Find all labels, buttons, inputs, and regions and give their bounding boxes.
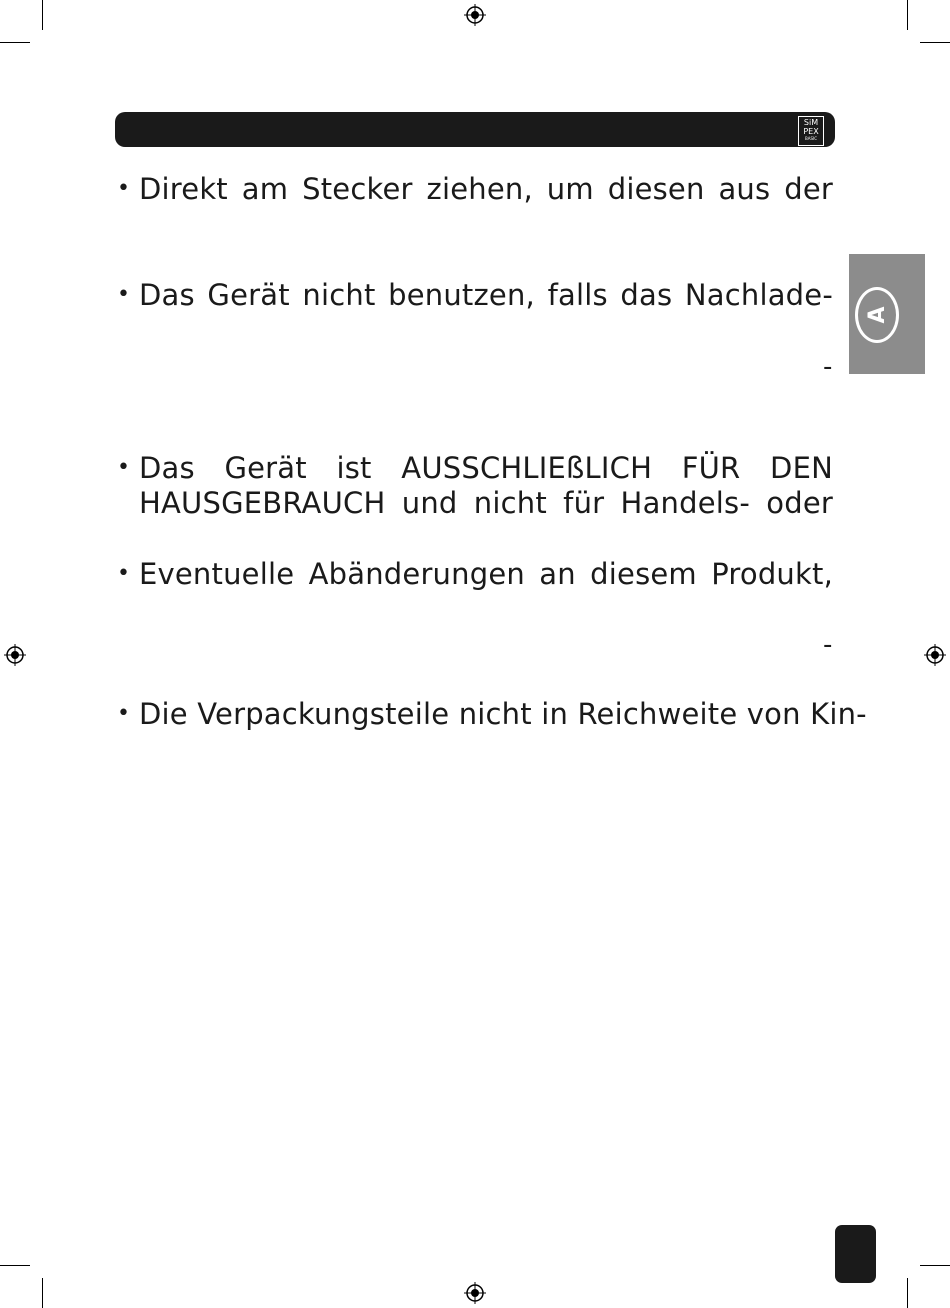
registration-mark-left-icon xyxy=(4,644,26,666)
crop-mark-top-right-v xyxy=(907,0,908,30)
side-tab-letter: A xyxy=(865,306,890,324)
logo-middle-text: PEX xyxy=(803,127,819,136)
paragraph-3-line-2: HAUSGEBRAUCH und nicht für Handels- oder xyxy=(139,486,833,520)
bullet-icon: • xyxy=(117,701,130,726)
hyphen-mark: - xyxy=(823,630,833,660)
bullet-icon: • xyxy=(117,282,130,307)
registration-mark-bottom-icon xyxy=(464,1282,486,1304)
paragraph-3-line-1: Das Gerät ist AUSSCHLIEßLICH FÜR DEN xyxy=(139,451,833,485)
crop-mark-top-right-h xyxy=(920,42,950,43)
bullet-icon: • xyxy=(117,176,130,201)
crop-mark-top-left-h xyxy=(0,42,30,43)
paragraph-4-line-1: Eventuelle Abänderungen an diesem Produkt, xyxy=(139,557,833,591)
registration-mark-top-icon xyxy=(464,4,486,26)
crop-mark-bottom-right-v xyxy=(907,1278,908,1308)
crop-mark-bottom-right-h xyxy=(920,1265,950,1266)
paragraph-5-line-1: Die Verpackungsteile nicht in Reichweite von Kin- xyxy=(139,697,867,731)
simpex-logo xyxy=(798,116,824,146)
header-bar xyxy=(115,112,835,147)
crop-mark-bottom-left-h xyxy=(0,1265,30,1266)
page-number-box xyxy=(835,1225,876,1283)
hyphen-mark: - xyxy=(823,352,833,382)
logo-bottom-text: BASIC xyxy=(805,136,817,141)
logo-top-text: SiM xyxy=(803,118,819,127)
paragraph-1-line-1: Direkt am Stecker ziehen, um diesen aus der xyxy=(139,172,833,206)
paragraph-2-line-1: Das Gerät nicht benutzen, falls das Nachlade- xyxy=(139,278,833,312)
crop-mark-bottom-left-v xyxy=(42,1278,43,1308)
registration-mark-right-icon xyxy=(924,644,946,666)
crop-mark-top-left-v xyxy=(42,0,43,30)
bullet-icon: • xyxy=(117,561,130,586)
bullet-icon: • xyxy=(117,455,130,480)
